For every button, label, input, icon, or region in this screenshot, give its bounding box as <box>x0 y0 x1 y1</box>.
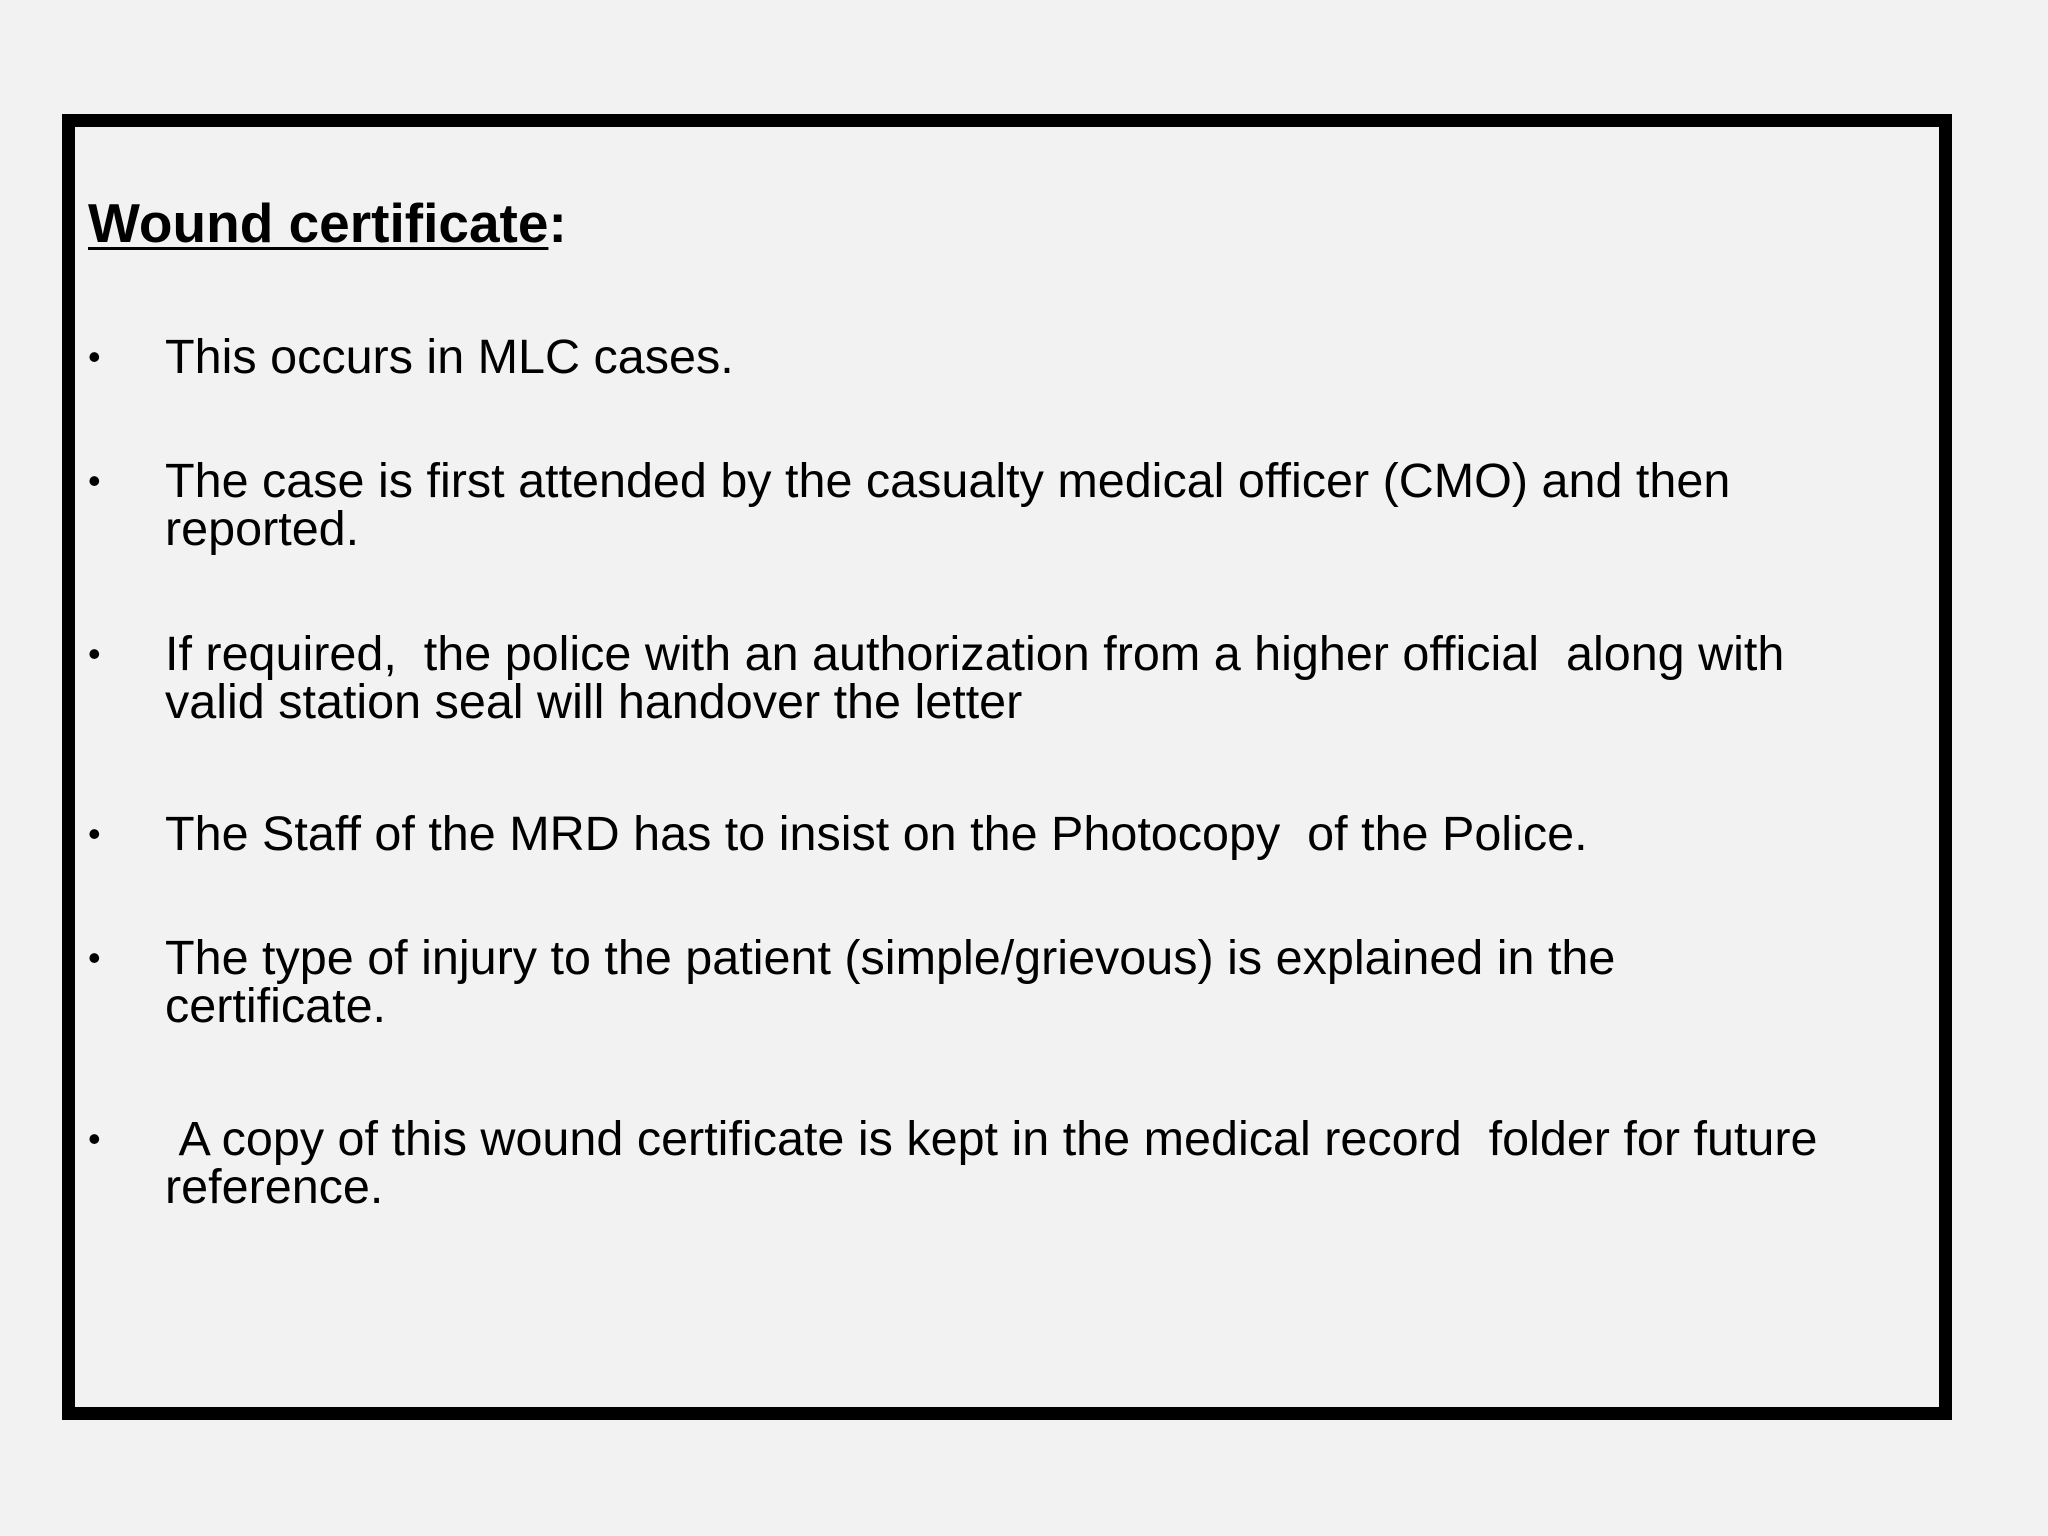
bullet-text: A copy of this wound certificate is kept in the medical record folder for future reference. <box>165 1112 1818 1214</box>
bullet-icon: • <box>88 336 101 377</box>
slide-title-text: Wound certificate <box>88 192 549 254</box>
bullet-icon: • <box>88 1118 101 1159</box>
bullet-icon: • <box>88 937 101 978</box>
bullet-icon: • <box>88 460 101 501</box>
slide-title <box>88 190 567 256</box>
bullet-text: The Staff of the MRD has to insist on the Photocopy of the Police. <box>165 807 1588 861</box>
slide-border-frame <box>62 114 1952 1420</box>
bullet-text: The case is first attended by the casualty medical officer (CMO) and then reported. <box>165 454 1731 556</box>
bullet-text: If required, the police with an authorization from a higher official along with valid station seal will handover the letter <box>165 627 1785 729</box>
bullet-icon: • <box>88 813 101 854</box>
bullet-text: This occurs in MLC cases. <box>165 330 734 384</box>
bullet-text: The type of injury to the patient (simple/grievous) is explained in the certificate. <box>165 931 1616 1033</box>
slide-title-colon: : <box>548 192 567 254</box>
bullet-icon: • <box>88 633 101 674</box>
